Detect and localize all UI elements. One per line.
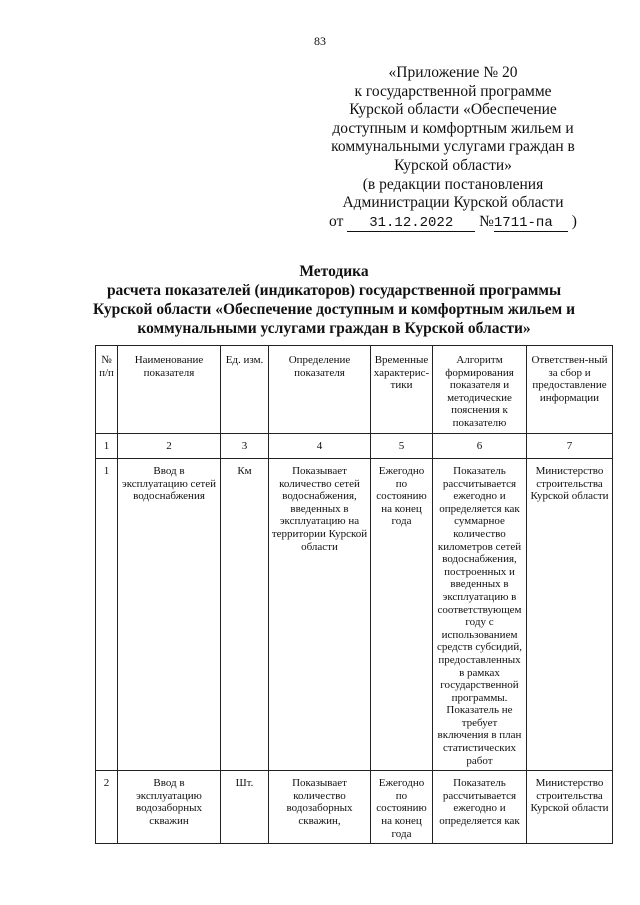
appendix-line: доступным и комфортным жильем и — [332, 119, 574, 137]
table-cell: 1 — [96, 459, 118, 771]
header-cell: Ответствен-ный за сбор и предоставление информации — [527, 346, 613, 434]
table-header-row — [96, 346, 613, 434]
table-cell: Км — [221, 459, 269, 771]
resolution-date: 31.12.2022 — [347, 216, 475, 232]
table-cell: Ежегодно по состоянию на конец года — [371, 459, 433, 771]
appendix-line: Курской области «Обеспечение — [349, 101, 557, 119]
title-line: Курской области «Обеспечение доступным и комфортным жильем и — [92, 301, 576, 318]
table-cell: Показатель рассчитывается ежегодно и определяется как — [433, 771, 527, 844]
header-cell: № п/п — [96, 346, 118, 434]
title-line: коммунальными услугами граждан в Курской области» — [137, 320, 531, 337]
table-cell: Министерство строительства Курской области — [527, 459, 613, 771]
column-number: 7 — [527, 434, 613, 459]
table-cell: Показывает количество сетей водоснабжения, введенных в эксплуатацию на территории Курской области — [269, 459, 371, 771]
appendix-line: коммунальными услугами граждан в — [331, 138, 575, 156]
appendix-block — [318, 64, 588, 232]
column-number: 1 — [96, 434, 118, 459]
appendix-line: Курской области» — [394, 156, 512, 174]
table-cell: Показатель рассчитывается ежегодно и определяется как суммарное количество километров сетей водоснабжения, построенных и введенных в эксплуатацию в соответствующем году с использованием средств субсидий, предоставленных в рамках государственной программы. Показатель не требует включения в план статистических работ — [433, 459, 527, 771]
column-number: 4 — [269, 434, 371, 459]
header-cell: Наименование показателя — [118, 346, 221, 434]
header-cell: Временные характерис-тики — [371, 346, 433, 434]
header-cell: Определение показателя — [269, 346, 371, 434]
appendix-line: к государственной программе — [354, 82, 552, 100]
page-number: 83 — [314, 34, 326, 48]
resolution-date-line — [318, 213, 588, 232]
title-line: расчета показателей (индикаторов) государственной программы — [106, 282, 562, 299]
appendix-line: «Приложение № 20 — [388, 64, 518, 81]
table-row — [96, 771, 613, 844]
table-cell: 2 — [96, 771, 118, 844]
column-number-row — [96, 434, 613, 459]
appendix-line: Администрации Курской области — [342, 194, 564, 212]
document-title — [60, 262, 608, 338]
table-cell: Показывает количество водозаборных скважин, — [269, 771, 371, 844]
column-number: 6 — [433, 434, 527, 459]
resolution-number: 1711-па — [494, 216, 568, 232]
number-label: № — [479, 212, 494, 230]
title-line: Методика — [299, 263, 369, 280]
column-number: 5 — [371, 434, 433, 459]
from-label: от — [329, 212, 344, 230]
table-cell: Ввод в эксплуатацию сетей водоснабжения — [118, 459, 221, 771]
closing-paren: ) — [571, 212, 577, 230]
appendix-line: (в редакции постановления — [362, 175, 544, 193]
header-cell: Ед. изм. — [221, 346, 269, 434]
header-cell: Алгоритм формирования показателя и методические пояснения к показателю — [433, 346, 527, 434]
indicators-table — [95, 345, 613, 844]
column-number: 3 — [221, 434, 269, 459]
table-row — [96, 459, 613, 771]
table-cell: Министерство строительства Курской области — [527, 771, 613, 844]
table-cell: Шт. — [221, 771, 269, 844]
table-cell: Ввод в эксплуатацию водозаборных скважин — [118, 771, 221, 844]
column-number: 2 — [118, 434, 221, 459]
table-cell: Ежегодно по состоянию на конец года — [371, 771, 433, 844]
